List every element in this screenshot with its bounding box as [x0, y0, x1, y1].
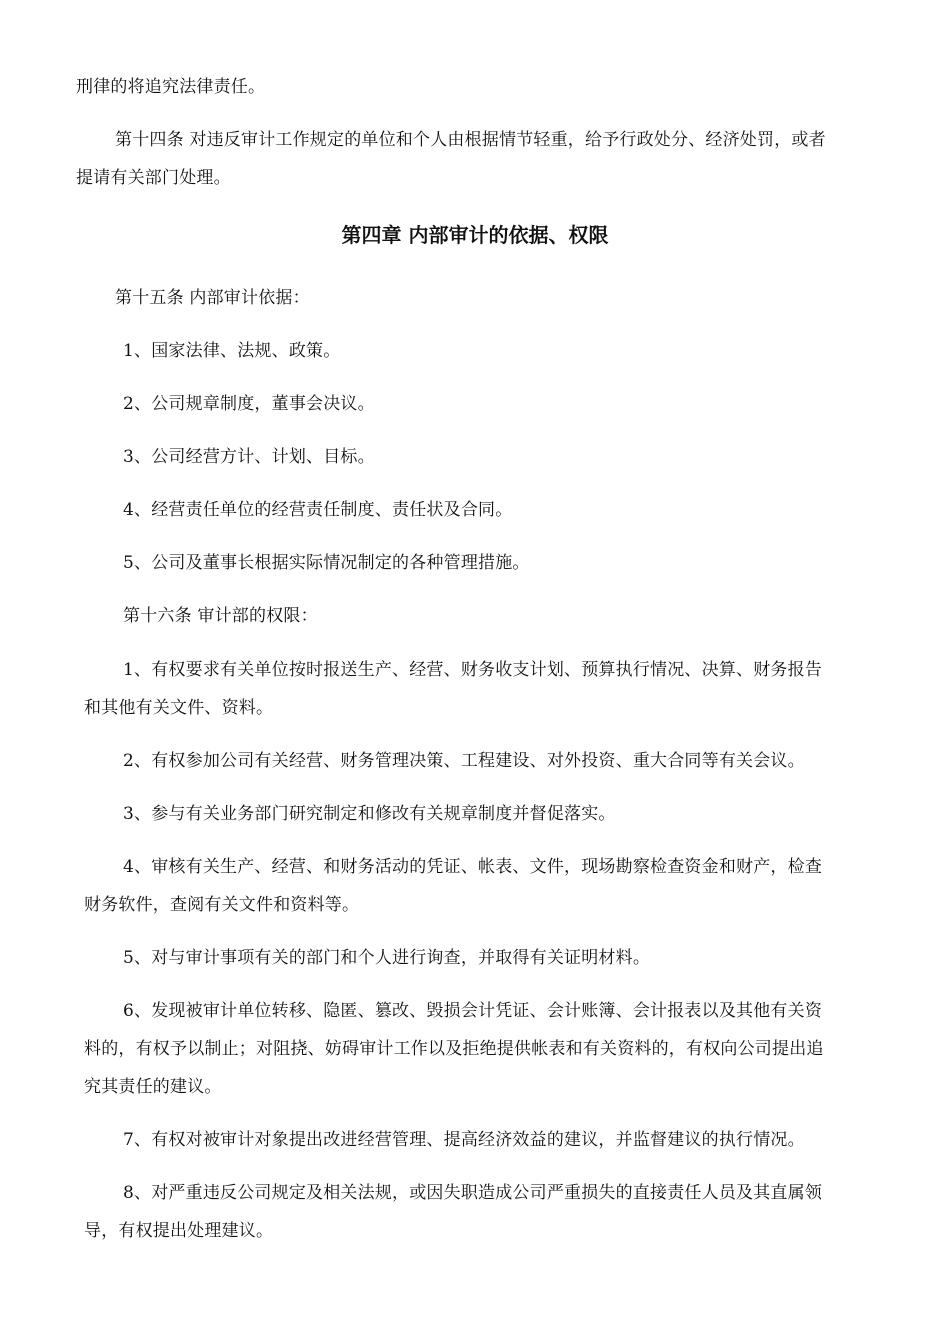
authority-item-7: 7、有权对被审计对象提出改进经营管理、提高经济效益的建议，并监督建议的执行情况。	[123, 1130, 805, 1150]
authority-item-4-line-2: 财务软件，查阅有关文件和资料等。	[84, 895, 360, 915]
authority-item-6-line-1: 6、发现被审计单位转移、隐匿、篡改、毁损会计凭证、会计账簿、会计报表以及其他有关资	[123, 1001, 823, 1021]
article-14-line-2: 提请有关部门处理。	[76, 168, 231, 188]
authority-item-8-line-1: 8、对严重违反公司规定及相关法规，或因失职造成公司严重损失的直接责任人员及其直属领	[123, 1183, 823, 1203]
authority-item-1-line-1: 1、有权要求有关单位按时报送生产、经营、财务收支计划、预算执行情况、决算、财务报告	[123, 660, 823, 680]
basis-item-5: 5、公司及董事长根据实际情况制定的各种管理措施。	[123, 553, 530, 573]
authority-item-6-line-3: 究其责任的建议。	[84, 1077, 222, 1097]
authority-item-2: 2、有权参加公司有关经营、财务管理决策、工程建设、对外投资、重大合同等有关会议。	[123, 751, 805, 771]
authority-item-3: 3、参与有关业务部门研究制定和修改有关规章制度并督促落实。	[123, 804, 616, 824]
basis-item-2: 2、公司规章制度，董事会决议。	[123, 394, 375, 414]
authority-item-4-line-1: 4、审核有关生产、经营、和财务活动的凭证、帐表、文件，现场勘察检查资金和财产，检查	[123, 857, 823, 877]
article-16-title: 第十六条 审计部的权限：	[123, 606, 318, 626]
article-15-title: 第十五条 内部审计依据：	[115, 288, 310, 308]
authority-item-5: 5、对与审计事项有关的部门和个人进行询查，并取得有关证明材料。	[123, 948, 651, 968]
chapter-heading: 第四章 内部审计的依据、权限	[341, 223, 609, 247]
paragraph-continuation: 刑律的将追究法律责任。	[76, 77, 266, 97]
basis-item-4: 4、经营责任单位的经营责任制度、责任状及合同。	[123, 500, 513, 520]
authority-item-1-line-2: 和其他有关文件、资料。	[84, 698, 274, 718]
article-14-line-1: 第十四条 对违反审计工作规定的单位和个人由根据情节轻重，给予行政处分、经济处罚，或者	[115, 130, 826, 150]
authority-item-8-line-2: 导，有权提出处理建议。	[84, 1221, 274, 1241]
authority-item-6-line-2: 料的，有权予以制止；对阻挠、妨碍审计工作以及拒绝提供帐表和有关资料的，有权向公司提出追	[84, 1039, 824, 1059]
basis-item-3: 3、公司经营方计、计划、目标。	[123, 447, 375, 467]
basis-item-1: 1、国家法律、法规、政策。	[123, 341, 341, 361]
